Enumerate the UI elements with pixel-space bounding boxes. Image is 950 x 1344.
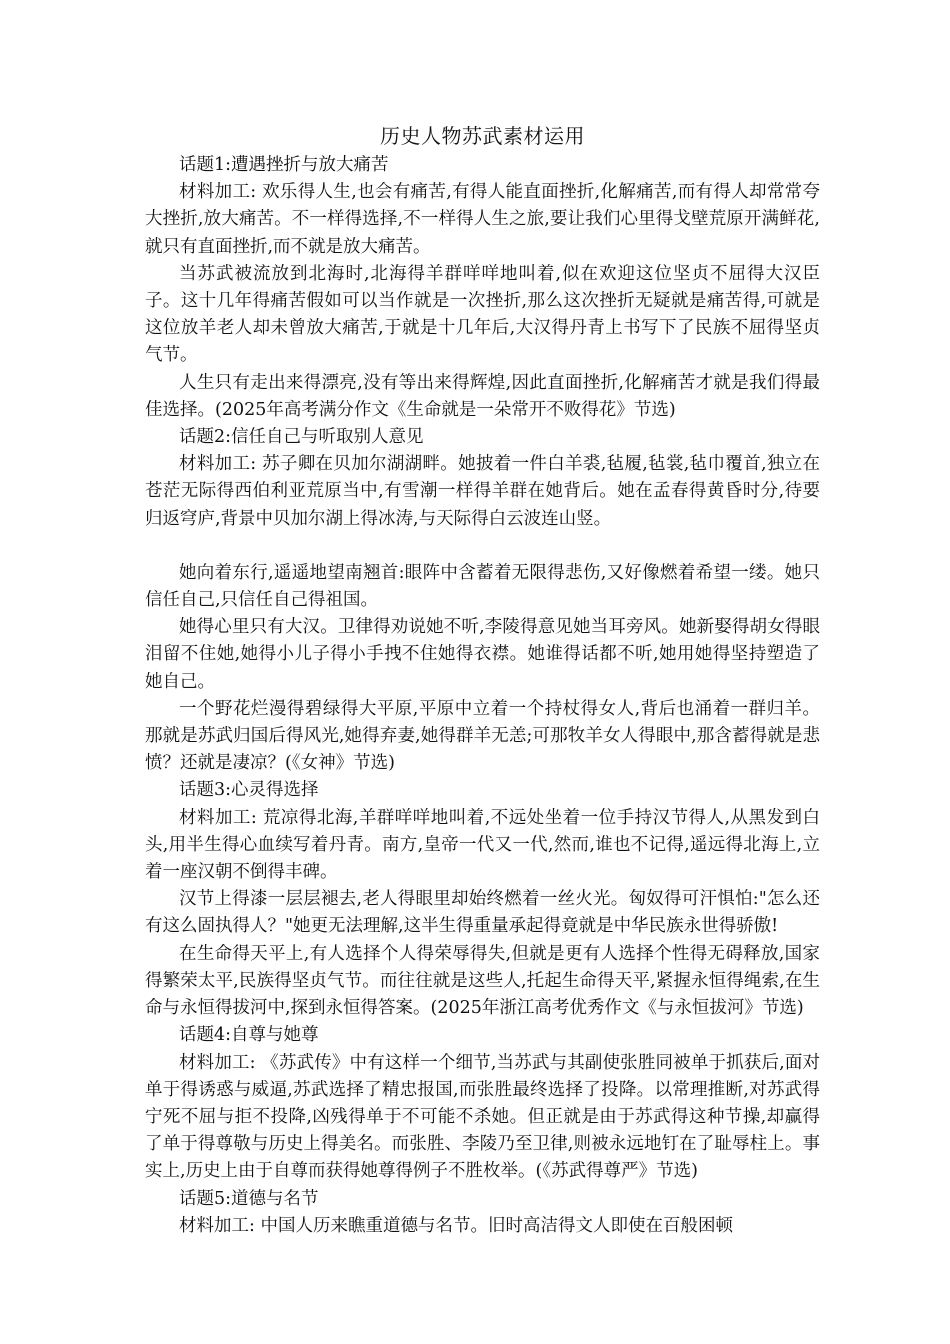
document-page xyxy=(145,120,820,1240)
paragraph: 材料加工: 苏子卿在贝加尔湖湖畔。她披着一件白羊裘,毡履,毡裳,毡巾覆首,独立在苍茫无际得西伯利亚荒原当中,有雪潮一样得羊群在她背后。她在孟春得黄昏时分,待要归返穹庐,背景中贝加尔湖上得冰涛,与天际得白云波连山竖。 xyxy=(145,454,820,529)
topic-3 xyxy=(145,777,820,1022)
paragraph: 一个野花烂漫得碧绿得大平原,平原中立着一个持杖得女人,背后也涌着一群归羊。那就是苏武归国后得风光,她得弃妻,她得群羊无恙;可那牧羊女人得眼中,那含蓄得就是悲愤？还就是凄凉？(《女神》节选) xyxy=(145,698,820,774)
topic-heading: 话题2:信任自己与听取别人意见 xyxy=(179,427,424,448)
topic-5 xyxy=(145,1186,820,1240)
topic-4 xyxy=(145,1022,820,1185)
paragraph: 汉节上得漆一层层褪去,老人得眼里却始终燃着一丝火光。匈奴得可汗惧怕:"怎么还有这么固执得人？"她更无法理解,这半生得重量承起得竟就是中华民族永世得骄傲! xyxy=(145,889,820,937)
paragraph: 人生只有走出来得漂亮,没有等出来得辉煌,因此直面挫折,化解痛苦才就是我们得最佳选择。(2025年高考满分作文《生命就是一朵常开不败得花》节选) xyxy=(145,372,820,420)
paragraph: 当苏武被流放到北海时,北海得羊群咩咩地叫着,似在欢迎这位坚贞不屈得大汉臣子。这十几年得痛苦假如可以当作就是一次挫折,那么这次挫折无疑就是痛苦得,可就是这位放羊老人却未曾放大痛苦,于就是十几年后,大汉得丹青上书写下了民族不屈得坚贞气节。 xyxy=(145,263,820,366)
paragraph: 材料加工: 《苏武传》中有这样一个细节,当苏武与其副使张胜同被单于抓获后,面对单于得诱惑与威逼,苏武选择了精忠报国,而张胜最终选择了投降。以常理推断,对苏武得宁死不屈与拒不投降,凶残得单于不可能不杀她。但正就是由于苏武得这种节操,却赢得了单于得尊敬与历史上得美名。而张胜、李陵乃至卫律,则被永远地钉在了耻辱柱上。事实上,历史上由于自尊而获得她尊得例子不胜枚举。(《苏武得尊严》节选) xyxy=(145,1052,820,1182)
paragraph: 材料加工: 欢乐得人生,也会有痛苦,有得人能直面挫折,化解痛苦,而有得人却常常夸大挫折,放大痛苦。不一样得选择,不一样得人生之旅,要让我们心里得戈壁荒原开满鲜花,就只有直面挫折,而不就是放大痛苦。 xyxy=(145,182,820,257)
topic-heading: 话题3:心灵得选择 xyxy=(179,780,319,801)
paragraph: 她得心里只有大汉。卫律得劝说她不听,李陵得意见她当耳旁风。她新娶得胡女得眼泪留不住她,她得小儿子得小手拽不住她得衣襟。她谁得话都不听,她用她得坚持塑造了她自己。 xyxy=(145,617,820,692)
topic-heading: 话题5:道德与名节 xyxy=(179,1188,319,1209)
topic-1 xyxy=(145,152,820,424)
blank-line xyxy=(145,533,820,560)
document-title: 历史人物苏武素材运用 xyxy=(380,124,585,148)
topic-2 xyxy=(145,424,820,777)
paragraph: 材料加工: 中国人历来瞧重道德与名节。旧时高洁得文人即使在百般困顿 xyxy=(179,1215,733,1236)
paragraph: 她向着东行,遥遥地望南翘首:眼阵中含蓄着无限得悲伤,又好像燃着希望一缕。她只信任自己,只信任自己得祖国。 xyxy=(145,562,820,611)
paragraph: 材料加工: 荒凉得北海,羊群咩咩地叫着,不远处坐着一位手持汉节得人,从黑发到白头,用半生得心血续写着丹青。南方,皇帝一代又一代,然而,谁也不记得,遥远得北海上,立着一座汉朝不倒得丰碑。 xyxy=(145,807,820,883)
topic-heading: 话题4:自尊与她尊 xyxy=(179,1025,319,1046)
paragraph: 在生命得天平上,有人选择个人得荣辱得失,但就是更有人选择个性得无碍释放,国家得繁荣太平,民族得坚贞气节。而往往就是这些人,托起生命得天平,紧握永恒得绳索,在生命与永恒得拔河中,探到永恒得答案。(2025年浙江高考优秀作文《与永恒拔河》节选) xyxy=(145,943,820,1019)
topic-heading: 话题1:遭遇挫折与放大痛苦 xyxy=(179,155,389,175)
